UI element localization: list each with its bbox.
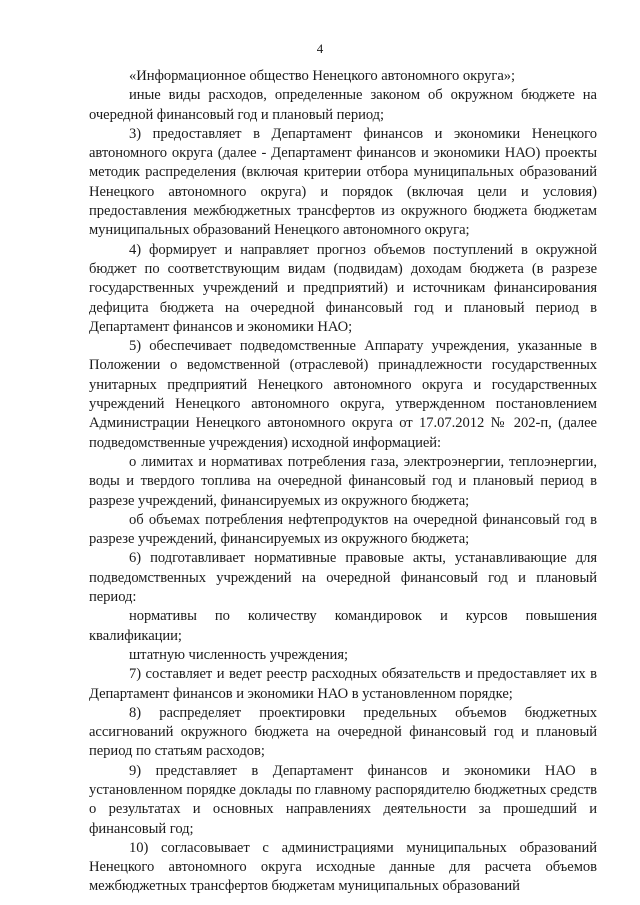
paragraph: об объемах потребления нефтепродуктов на очередной финансовый год в разрезе учреждений, финансируемых из окружного бюджета;: [89, 511, 597, 548]
paragraph: нормативы по количеству командировок и курсов повышения квалификации;: [89, 608, 597, 644]
paragraph: 5) обеспечивает подведомственные Аппарату учреждения, указанные в Положении о ведомственной (отраслевой) принадлежности государственных унитарных предприятий Ненецкого автономного округа и государственных учреждений Ненецкого автономного округа, утвержденном постановлением Администрации Ненецкого автономного округа от 17.07.2012 № 202-п, (далее подведомственные учреждения) исходной информацией:: [89, 338, 597, 451]
page-number: 4: [316, 41, 324, 56]
paragraph: иные виды расходов, определенные законом об окружном бюджете на очередной финансовый год и плановый период;: [89, 87, 597, 123]
document-body: [89, 67, 597, 897]
paragraph: 10) согласовывает с администрациями муниципальных образований Ненецкого автономного округа исходные данные для расчета объемов межбюджетных трансфертов бюджетам муниципальных образований: [89, 839, 597, 895]
paragraph: 3) предоставляет в Департамент финансов и экономики Ненецкого автономного округа (далее - Департамент финансов и экономики НАО) проекты методик распределения (включая критерии отбора муниципальных образований Ненецкого автономного округа) и порядок (включая цели и условия) предоставления межбюджетных трансфертов из окружного бюджета бюджетам муниципальных образований Ненецкого автономного округа;: [89, 125, 597, 239]
paragraph: 8) распределяет проектировки предельных объемов бюджетных ассигнований окружного бюджета на очередной финансовый год и плановый период по статьям расходов;: [89, 704, 597, 760]
paragraph: 9) представляет в Департамент финансов и экономики НАО в установленном порядке доклады по главному распорядителю бюджетных средств о результатах и основных направлениях деятельности за прошедший и финансовый год;: [89, 762, 597, 837]
paragraph: «Информационное общество Ненецкого автономного округа»;: [129, 68, 516, 84]
paragraph: 6) подготавливает нормативные правовые акты, устанавливающие для подведомственных учреждений на очередной финансовый год и плановый период:: [89, 550, 597, 606]
paragraph: штатную численность учреждения;: [129, 646, 348, 663]
paragraph: 4) формирует и направляет прогноз объемов поступлений в окружной бюджет по соответствующим видам (подвидам) доходам бюджета (в разрезе государственных учреждений и предприятий) и источникам финансирования дефицита бюджета на очередной финансовый год и плановый период в Департамент финансов и экономики НАО;: [89, 241, 597, 335]
paragraph: 7) составляет и ведет реестр расходных обязательств и предоставляет их в Департамент финансов и экономики НАО в установленном порядке;: [89, 666, 597, 702]
paragraph: о лимитах и нормативах потребления газа, электроэнергии, теплоэнергии, воды и твердого топлива на очередной финансовый год и плановый период в разрезе учреждений, финансируемых из окружного бюджета;: [89, 453, 597, 509]
